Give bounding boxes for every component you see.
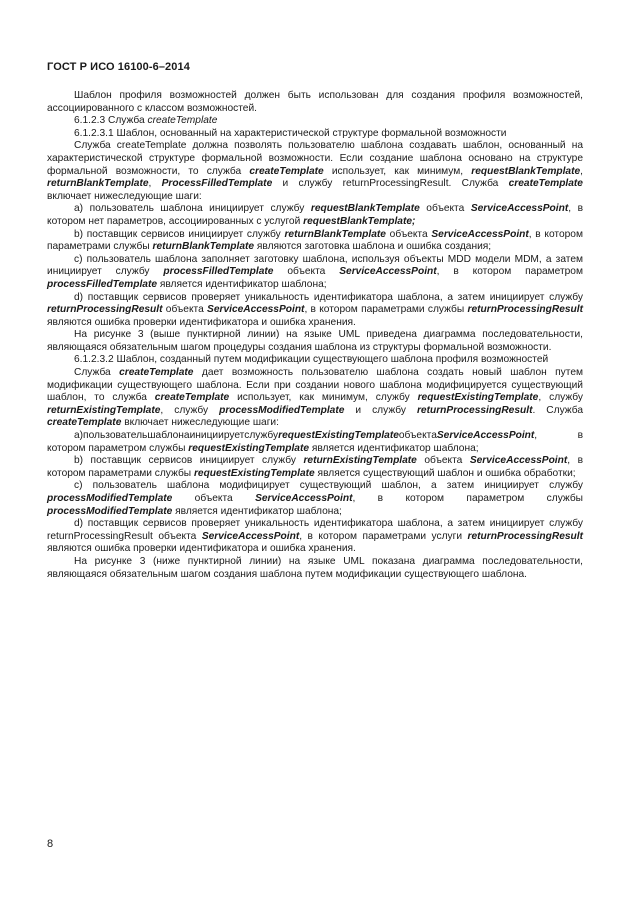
emphasized-term: requestExistingTemplate [188,442,310,454]
paragraph [47,90,583,115]
list-item [47,292,583,330]
emphasized-term: createTemplate [508,178,583,190]
text-run: использует, как минимум, службу [229,392,418,404]
text-run: объекта [416,455,470,467]
text-run: d) поставщик сервисов проверяет уникальность идентификатора шаблона, а затем инициирует службу returnProcessingResult объекта [47,518,583,542]
text-run: объекта [398,430,437,442]
text-run: c) пользователь шаблона модифицирует существующий шаблон, а затем инициирует службу [74,480,583,492]
text-run: являются ошибка проверки идентификатора и ошибка хранения. [47,316,356,328]
text-run: является идентификатор шаблона; [309,442,479,454]
text-run: является идентификатор шаблона; [172,505,342,517]
text-run: , в котором параметрами услуги [299,530,468,542]
emphasized-term: processFilledTemplate [163,266,274,278]
text-run: b) поставщик сервисов инициирует службу [74,228,285,240]
emphasized-term: createTemplate [154,392,230,404]
text-run: являются ошибка проверки идентификатора и ошибка хранения. [47,543,356,555]
text-run: и службу [344,404,417,416]
text-run: c) пользователь шаблона заполняет заготовку шаблона, используя объекты MDD модели MDM, а затем инициирует службу [47,253,583,278]
text-run: является существующий шаблон и ошибка обработки; [314,467,576,479]
text-run: использует, как минимум, [323,165,472,177]
text-run: , в котором нет параметров, ассоциированных с услугой [47,203,583,227]
emphasized-term: createTemplate [119,367,194,379]
text-run: объекта [273,266,340,278]
emphasized-term: requestExistingTemplate [278,430,399,442]
text-run: b) поставщик сервисов инициирует службу [74,455,304,467]
emphasized-term: processFilledTemplate [47,278,158,290]
text-run: , в котором параметром [436,266,583,278]
text-run: дает возможность пользователю шаблона создать новый шаблон путем модификации существующего шаблона. Если при создании нового шаблона модифицируется существующий шаблон, то служба [47,367,583,404]
text-run: и службу returnProcessingResult. Cлужба [272,178,509,190]
text-run: Служба createTemplate должна позволять пользователю шаблона создавать шаблон, основанный на характеристической структуре формальной возможности. Если создание шаблона основано на структуре формальной возможности, то служба [47,140,583,177]
list-item [47,455,583,480]
text-run: , в котором параметром службы [352,493,583,504]
text-run: , в котором параметром службы [47,430,583,454]
text-run: включает нижеследующие шаги: [47,190,202,202]
emphasized-term: ServiceAccessPoint [431,228,529,240]
paragraph [47,367,583,430]
text-run: , в котором параметрами службы [47,455,583,479]
emphasized-term: ProcessFilledTemplate [161,178,273,190]
emphasized-term: ServiceAccessPoint [201,530,300,542]
list-item [47,254,583,292]
list-item [47,518,583,556]
text-run: , службу [538,392,583,404]
list-item [47,229,583,254]
text-run: 6.1.2.3.1 Шаблон, основанный на характеристической структуре формальной возможности [74,127,507,139]
text-run: объекта [162,304,208,316]
text-run: , [580,165,583,177]
text-run: объекта [172,493,256,504]
text-run: Служба [74,367,120,379]
list-item [47,430,583,455]
text-run: Шаблон профиля возможностей должен быть использован для создания профиля возможностей, ассоциированного с классом возможностей. [47,90,583,114]
emphasized-term: processModifiedTemplate [47,505,173,517]
text-run: , в котором параметрами службы [304,304,468,316]
emphasized-term: returnProcessingResult [416,404,533,416]
text-run: , [148,178,162,190]
page-number: 8 [47,838,54,850]
document-body [47,90,583,581]
emphasized-term: createTemplate [47,417,122,429]
subsection-heading [47,354,583,367]
paragraph [47,329,583,354]
emphasized-term: processModifiedTemplate [219,404,345,416]
text-run: объекта [385,228,432,240]
emphasized-term: ServiceAccessPoint [469,455,568,467]
paragraph [47,556,583,581]
emphasized-term: requestBlankTemplate [310,203,420,215]
text-run: , в котором параметрами службы [47,228,583,253]
text-run: , службу [160,404,220,416]
emphasized-term: returnProcessingResult [47,304,163,316]
emphasized-term: createTemplate [249,165,324,177]
emphasized-term: requestExistingTemplate [417,392,539,404]
emphasized-term: returnBlankTemplate [284,228,386,240]
paragraph [47,140,583,203]
emphasized-term: returnExistingTemplate [47,404,161,416]
text-run: . Служба [532,404,583,416]
list-item [47,203,583,228]
emphasized-term: requestBlankTemplate [471,165,581,177]
text-run: объекта [419,203,471,215]
section-heading [47,115,583,128]
text-run: 6.1.2.3.2 Шаблон, созданный путем модификации существующего шаблона профиля возможностей [74,354,549,366]
text-run: d) поставщик сервисов проверяет уникальность идентификатора шаблона, а затем инициирует службу [74,291,583,303]
emphasized-term: requestExistingTemplate [193,467,315,479]
text-run: является идентификатор шаблона; [157,278,327,290]
emphasized-term: returnBlankTemplate [152,241,255,253]
text-run: a)пользовательшаблонаинициируетслужбу [74,430,279,442]
emphasized-term: ServiceAccessPoint [255,493,353,504]
emphasized-term: processModifiedTemplate [47,493,173,504]
list-item [47,480,583,518]
emphasized-term: ServiceAccessPoint [470,203,569,215]
emphasized-term: ServiceAccessPoint [436,430,535,442]
emphasized-term: returnProcessingResult [467,530,583,542]
text-run: являются заготовка шаблона и ошибка создания; [254,241,492,253]
emphasized-term: ServiceAccessPoint [339,266,437,278]
document-header: ГОСТ Р ИСО 16100-6–2014 [47,61,190,73]
text-run: 6.1.2.3 Служба [74,115,148,127]
text-run: На рисунке 3 (ниже пунктирной линии) на языке UML показана диаграмма последовательности, являющаяся обязательным шагом создания шаблона путем модификации существующего шаблона. [47,555,583,580]
emphasized-term: returnExistingTemplate [303,455,417,467]
emphasized-term: ServiceAccessPoint [207,304,305,316]
emphasized-term: returnProcessingResult [467,304,583,316]
emphasized-term: requestBlankTemplate; [303,215,416,227]
text-run: включает нижеследующие шаги: [121,417,279,429]
text-run: На рисунке 3 (выше пунктирной линии) на языке UML приведена диаграмма последовательности, являющаяся обязательным шагом процедуры создания шаблона из структуры формальной возможности. [47,329,583,353]
subsection-heading [47,128,583,141]
emphasized-term: createTemplate [147,115,218,127]
text-run: a) пользователь шаблона инициирует службу [74,203,311,215]
emphasized-term: returnBlankTemplate [47,178,149,190]
